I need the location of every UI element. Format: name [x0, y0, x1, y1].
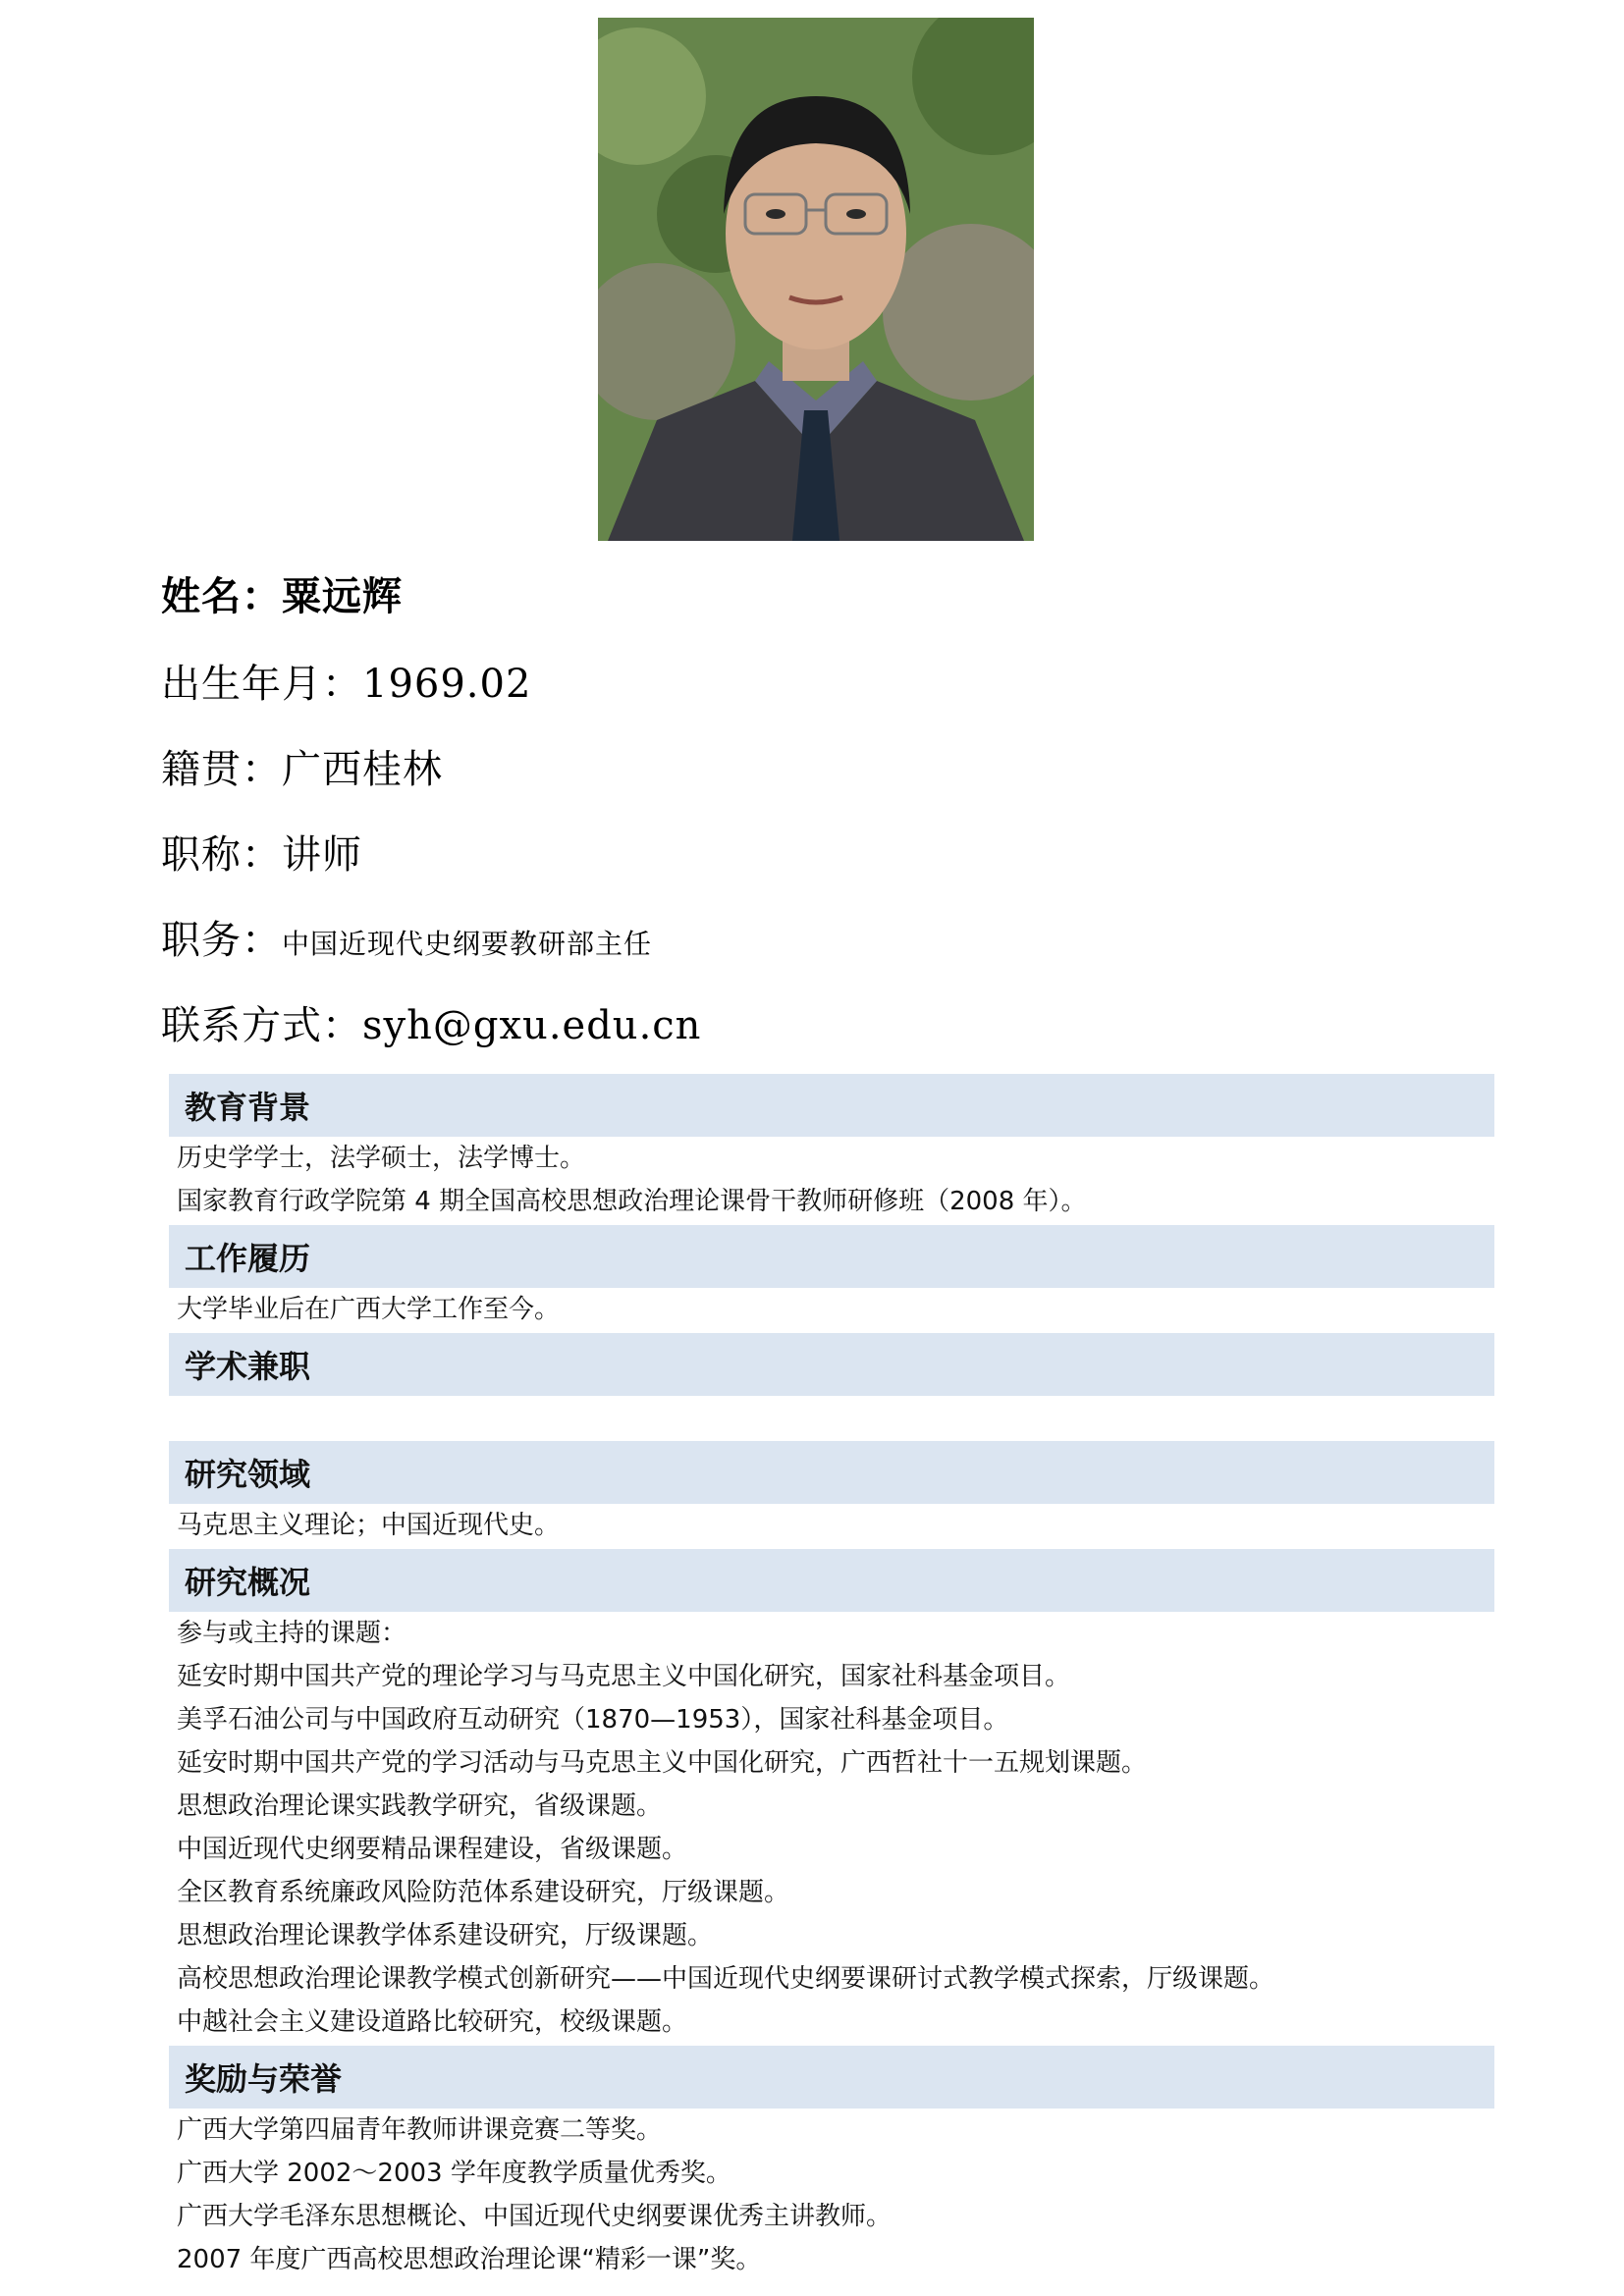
- research-overview-line: 全区教育系统廉政风险防范体系建设研究，厅级课题。: [177, 1878, 790, 1907]
- research-overview-line: 延安时期中国共产党的学习活动与马克思主义中国化研究，广西哲社十一五规划课题。: [177, 1748, 1148, 1778]
- awards-body: [169, 2109, 1494, 2281]
- research-fields-line: 马克思主义理论；中国近现代史。: [177, 1511, 561, 1540]
- position-value: 中国近现代史纲要教研部主任: [282, 928, 653, 960]
- research-fields-heading: 研究领域: [169, 1441, 1494, 1504]
- awards-line: 广西大学第四届青年教师讲课竞赛二等奖。: [177, 2115, 663, 2145]
- work-heading: 工作履历: [169, 1225, 1494, 1288]
- research-overview-line: 高校思想政治理论课教学模式创新研究——中国近现代史纲要课研讨式教学模式探索，厅级课题。: [177, 1964, 1275, 1994]
- research-overview-heading: 研究概况: [169, 1549, 1494, 1612]
- title-line: [161, 832, 362, 878]
- resume-sections: [169, 1072, 1494, 2281]
- research-overview-line: 中国近现代史纲要精品课程建设，省级课题。: [177, 1835, 688, 1864]
- education-line: 国家教育行政学院第 4 期全国高校思想政治理论课骨干教师研修班（2008 年）。: [177, 1187, 1087, 1216]
- research-overview-line: 中越社会主义建设道路比较研究，校级课题。: [177, 2007, 688, 2037]
- contact-value: syh@gxu.edu.cn: [362, 1003, 702, 1048]
- position-line: [161, 918, 653, 963]
- academic-posts-heading: 学术兼职: [169, 1333, 1494, 1396]
- education-body: [169, 1137, 1494, 1223]
- research-overview-line: 延安时期中国共产党的理论学习与马克思主义中国化研究，国家社科基金项目。: [177, 1662, 1071, 1691]
- research-overview-line: 参与或主持的课题：: [177, 1619, 407, 1648]
- academic-posts-body: [169, 1396, 1494, 1439]
- research-overview-line: 美孚石油公司与中国政府互动研究（1870—1953），国家社科基金项目。: [177, 1705, 1009, 1735]
- title-label: 职称：: [161, 832, 282, 878]
- research-fields-body: [169, 1504, 1494, 1547]
- name-value: 粟远辉: [282, 574, 403, 619]
- name-label: 姓名：: [161, 574, 282, 619]
- origin-value: 广西桂林: [282, 747, 443, 792]
- birth-value: 1969.02: [362, 662, 532, 707]
- work-line: 大学毕业后在广西大学工作至今。: [177, 1295, 561, 1324]
- origin-line: [161, 747, 443, 792]
- research-overview-line: 思想政治理论课教学体系建设研究，厅级课题。: [177, 1921, 714, 1950]
- awards-line: 2007 年度广西高校思想政治理论课“精彩一课”奖。: [177, 2245, 762, 2274]
- research-overview-body: [169, 1612, 1494, 2044]
- education-heading: 教育背景: [169, 1074, 1494, 1137]
- awards-heading: 奖励与荣誉: [169, 2046, 1494, 2109]
- awards-line: 广西大学毛泽东思想概论、中国近现代史纲要课优秀主讲教师。: [177, 2202, 893, 2231]
- contact-label: 联系方式：: [161, 1003, 362, 1048]
- birth-label: 出生年月：: [161, 662, 362, 707]
- education-line: 历史学学士，法学硕士，法学博士。: [177, 1144, 586, 1173]
- title-value: 讲师: [282, 832, 362, 878]
- portrait-photo: [598, 18, 1034, 541]
- contact-line: [161, 1003, 702, 1048]
- origin-label: 籍贯：: [161, 747, 282, 792]
- name-line: [161, 574, 403, 619]
- birth-line: [161, 662, 532, 707]
- work-body: [169, 1288, 1494, 1331]
- research-overview-line: 思想政治理论课实践教学研究，省级课题。: [177, 1791, 663, 1821]
- position-label: 职务：: [161, 918, 282, 963]
- awards-line: 广西大学 2002～2003 学年度教学质量优秀奖。: [177, 2159, 731, 2188]
